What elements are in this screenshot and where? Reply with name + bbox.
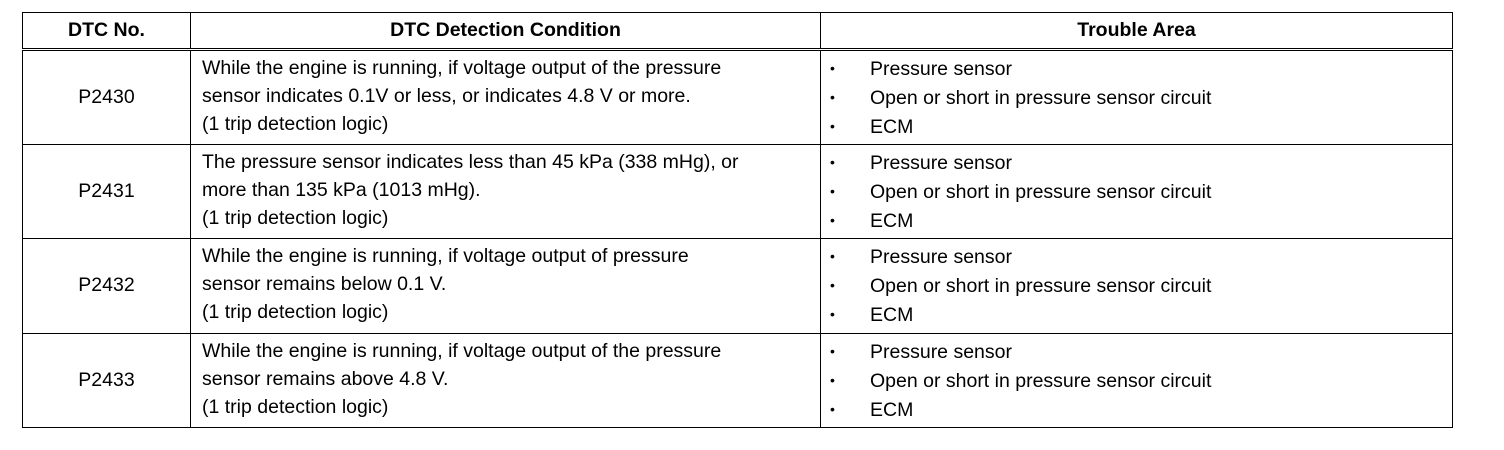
condition-line: sensor remains below 0.1 V. — [202, 273, 447, 295]
trouble-area-label: Open or short in pressure sensor circuit — [870, 275, 1212, 297]
condition-line: While the engine is running, if voltage output of the pressure — [202, 339, 722, 362]
trouble-area-item — [830, 83, 1452, 112]
trouble-area-item — [830, 206, 1452, 235]
bullet-icon: • — [830, 211, 835, 228]
trouble-area-item — [830, 366, 1452, 395]
trouble-area-list — [821, 333, 1453, 428]
dtc-code: P2432 — [23, 239, 191, 334]
condition-line: While the engine is running, if voltage output of the pressure — [202, 57, 722, 79]
condition-line: While the engine is running, if voltage output of pressure — [202, 245, 689, 267]
header-row — [23, 13, 1453, 50]
dtc-code: P2433 — [23, 333, 191, 428]
trouble-area-item — [830, 242, 1452, 271]
condition-line: (1 trip detection logic) — [202, 113, 389, 135]
dtc-table — [22, 12, 1453, 428]
trouble-area-label: Pressure sensor — [870, 246, 1012, 268]
condition-line: (1 trip detection logic) — [202, 301, 389, 323]
trouble-area-label: Open or short in pressure sensor circuit — [870, 369, 1212, 392]
condition-line: The pressure sensor indicates less than 45 kPa (338 mHg), or — [202, 150, 739, 173]
trouble-area-item — [830, 54, 1452, 83]
trouble-area-item — [830, 177, 1452, 206]
table-row — [23, 333, 1453, 428]
trouble-area-item — [830, 337, 1452, 366]
bullet-icon: • — [830, 400, 835, 417]
table-row — [23, 50, 1453, 145]
trouble-area-list — [821, 239, 1453, 334]
trouble-area-list — [821, 144, 1453, 239]
condition-line: (1 trip detection logic) — [202, 395, 389, 418]
trouble-area-label: Open or short in pressure sensor circuit — [870, 180, 1212, 203]
trouble-area-label: Pressure sensor — [870, 58, 1012, 80]
detection-condition — [191, 239, 821, 334]
trouble-area-label: ECM — [870, 398, 914, 421]
detection-condition — [191, 50, 821, 145]
trouble-area-label: Open or short in pressure sensor circuit — [870, 87, 1212, 109]
trouble-area-label: ECM — [870, 116, 914, 138]
trouble-area-item — [830, 271, 1452, 300]
bullet-icon: • — [830, 182, 835, 199]
bullet-icon: • — [830, 342, 835, 359]
header-detection-condition: DTC Detection Condition — [191, 13, 821, 50]
trouble-area-label: Pressure sensor — [870, 340, 1012, 363]
bullet-icon: • — [830, 277, 835, 293]
bullet-icon: • — [830, 118, 835, 134]
bullet-icon: • — [830, 89, 835, 105]
detection-condition — [191, 333, 821, 428]
dtc-code: P2430 — [23, 50, 191, 145]
trouble-area-item — [830, 112, 1452, 141]
trouble-area-list — [821, 50, 1453, 145]
bullet-icon: • — [830, 306, 835, 322]
condition-line: (1 trip detection logic) — [202, 206, 389, 229]
header-dtc-no: DTC No. — [23, 13, 191, 50]
trouble-area-item — [830, 395, 1452, 424]
trouble-area-item — [830, 300, 1452, 329]
trouble-area-label: ECM — [870, 304, 914, 326]
bullet-icon: • — [830, 153, 835, 170]
header-trouble-area: Trouble Area — [821, 13, 1453, 50]
trouble-area-item — [830, 148, 1452, 177]
table-row — [23, 239, 1453, 334]
trouble-area-label: Pressure sensor — [870, 151, 1012, 174]
dtc-code: P2431 — [23, 144, 191, 239]
table-body — [23, 50, 1453, 428]
condition-line: sensor indicates 0.1V or less, or indicates 4.8 V or more. — [202, 85, 691, 107]
bullet-icon: • — [830, 60, 835, 76]
table-header — [23, 13, 1453, 50]
detection-condition — [191, 144, 821, 239]
bullet-icon: • — [830, 371, 835, 388]
condition-line: sensor remains above 4.8 V. — [202, 367, 449, 390]
trouble-area-label: ECM — [870, 209, 914, 232]
condition-line: more than 135 kPa (1013 mHg). — [202, 178, 481, 201]
table-row — [23, 144, 1453, 239]
bullet-icon: • — [830, 248, 835, 264]
